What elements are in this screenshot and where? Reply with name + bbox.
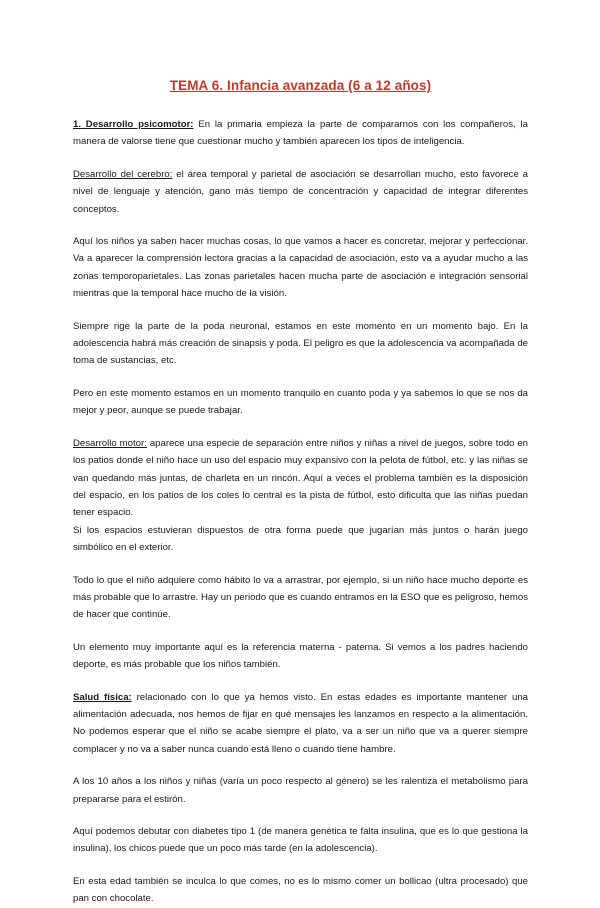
paragraph-calm-period (73, 385, 528, 420)
paragraph-text: En la primaria empieza la parte de compararnos con los compañeros, la manera de valorse tiene que cuestionar mucho y también aparecen los tipos de inteligencia. (73, 119, 528, 148)
paragraph-text: Siempre rige la parte de la poda neuronal, estamos en este momento en un momento bajo. En la adolescencia habrá más creación de sinapsis y poda. El peligro es que la adolescencia va acompañada de toma de sustancias, etc. (73, 320, 528, 367)
paragraph-spaces (73, 522, 528, 557)
paragraph-text: aparece una especie de separación entre niños y niñas a nivel de juegos, sobre todo en los patios donde el niño hace un uso del espacio muy expansivo con la pelota de fútbol, etc. y las niñas se van quedando más juntas, de charleta en un rincón. Aquí a veces el problema también es la disposición del espacio, en los patios de los coles lo central es la pista de fútbol, esto dificulta que las niñas puedan tener espacio. (73, 437, 529, 519)
paragraph-abilities (73, 233, 528, 303)
paragraph-diabetes (73, 823, 528, 858)
section-label: 1. Desarrollo psicomotor: (73, 119, 194, 130)
paragraph-text: En esta edad también se inculca lo que comes, no es lo mismo comer un bollicao (ultra procesado) que pan con chocolate. (73, 875, 528, 905)
paragraph-text: A los 10 años a los niños y niñas (varía un poco respecto al género) se les ralentiza el metabolismo para prepararse para el estirón. (73, 776, 528, 805)
paragraph-text: Aquí podemos debutar con diabetes tipo 1 (de manera genética te falta insulina, que es lo que gestiona la insulina), los chicos puede que un poco más tarde (en la adolescencia). (73, 826, 528, 855)
paragraph-metabolism (73, 773, 528, 808)
paragraph-parental-reference (73, 639, 528, 674)
section-label: Desarrollo del cerebro: (73, 168, 173, 180)
paragraph-text: Un elemento muy importante aquí es la referencia materna - paterna. Si vemos a los padres haciendo deporte, es más probable que los niños también. (73, 641, 528, 671)
paragraph-eating (73, 873, 528, 908)
paragraph-text: Todo lo que el niño adquiere como hábito lo va a arrastrar, por ejemplo, si un niño hace mucho deporte es más probable que lo arrastre. Hay un periodo que es cuando entramos en la ESO que es peligroso, hemos de hacer que continúe. (73, 574, 528, 621)
paragraph-text: Si los espacios estuvieran dispuestos de otra forma puede que jugarían más juntos o harán juego simbólico en el exterior. (73, 524, 528, 554)
paragraph-brain (73, 166, 528, 218)
paragraph-psychomotor (73, 116, 528, 151)
paragraph-text: relacionado con lo que ya hemos visto. En estas edades es importante mantener una alimentación adecuada, nos hemos de fijar en qué mensajes les lanzamos en respecto a la alimentación. No podemos esperar que el niño se acabe siempre el plato, va a ser un niño que va a querer siempre complacer y no va a saber nunca cuando está lleno o cuando tiene hambre. (73, 691, 528, 755)
paragraph-motor (73, 435, 528, 522)
document-title: TEMA 6. Infancia avanzada (6 a 12 años) (169, 78, 432, 93)
paragraph-habits (73, 572, 528, 624)
paragraph-text: Aquí los niños ya saben hacer muchas cosas, lo que vamos a hacer es concretar, mejorar y perfeccionar. Va a aparecer la comprensión lectora gracias a la capacidad de asociación, esto va a ayudar mucho a las zonas temporoparietales. Las zonas parietales hacen mucha parte de asociación e integración sensorial mientras que la temporal hace mucho de la visión. (73, 236, 528, 300)
paragraph-neural-pruning (73, 318, 528, 370)
paragraph-physical-health (73, 689, 528, 759)
paragraph-text: Pero en este momento estamos en un momento tranquilo en cuanto poda y ya sabemos lo que se nos da mejor y peor, aunque se puede trabajar. (73, 387, 528, 417)
section-label: Desarrollo motor: (73, 437, 147, 449)
paragraph-text: el área temporal y parietal de asociación se desarrollan mucho, esto favorece a nivel de lenguaje y atención, gano más tiempo de concentración y capacidad de integrar diferentes conceptos. (73, 168, 528, 215)
section-label: Salud física: (73, 691, 132, 703)
